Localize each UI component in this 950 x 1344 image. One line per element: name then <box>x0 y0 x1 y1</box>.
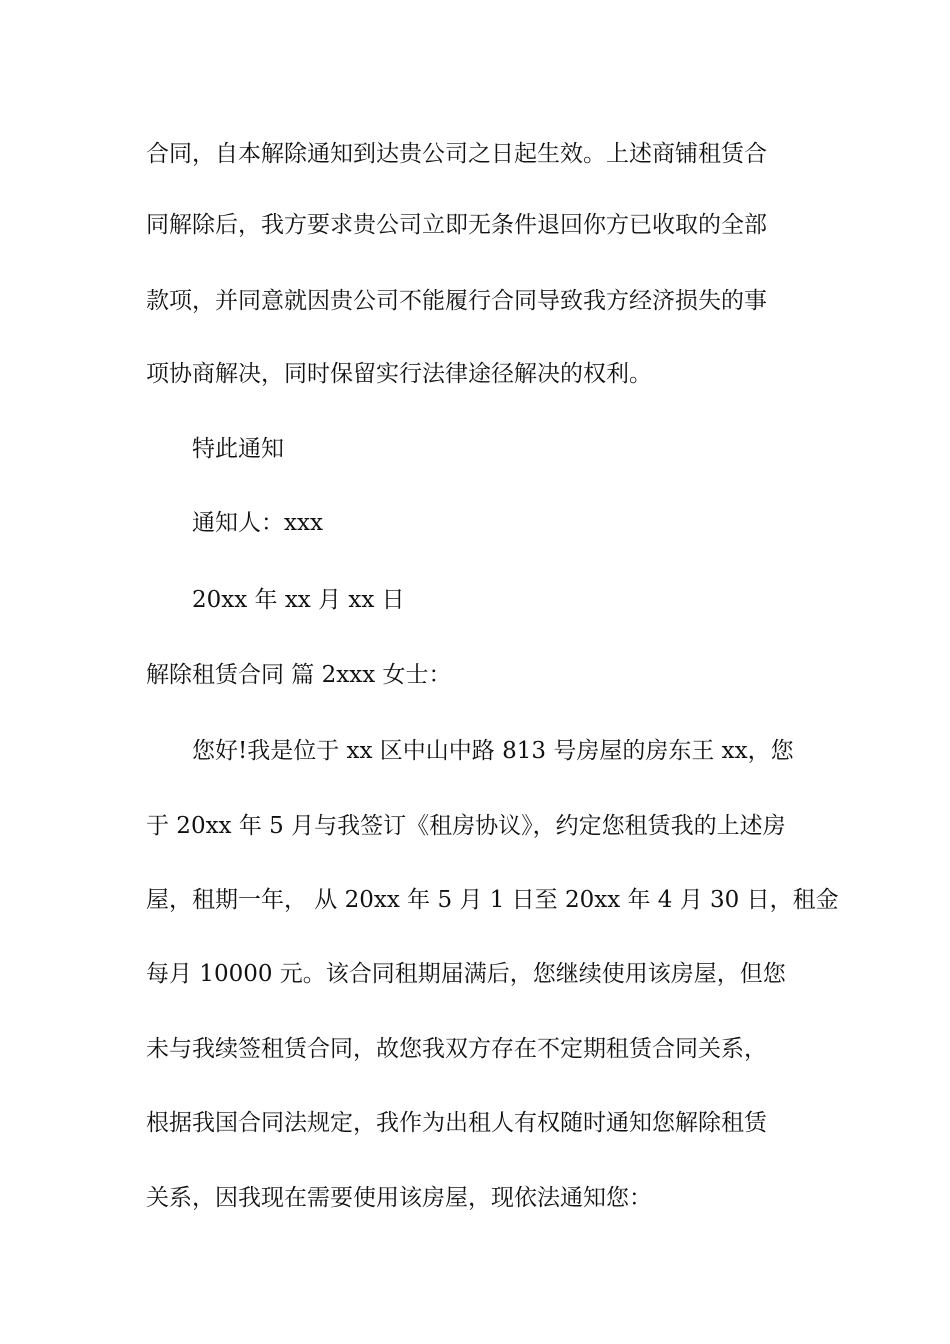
paragraph-line: 项协商解决，同时保留实行法律途径解决的权利。 <box>146 361 652 387</box>
paragraph-line: 您好!我是位于 xx 区中山中路 813 号房屋的房东王 xx，您 <box>192 738 794 764</box>
paragraph-line: 关系，因我现在需要使用该房屋，现依法通知您： <box>146 1185 652 1211</box>
paragraph-line: 根据我国合同法规定，我作为出租人有权随时通知您解除租赁 <box>146 1110 767 1136</box>
paragraph-line: 于 20xx 年 5 月与我签订《租房协议》，约定您租赁我的上述房 <box>146 813 786 839</box>
paragraph-line: 合同，自本解除通知到达贵公司之日起生效。上述商铺租赁合 <box>146 141 767 167</box>
date-line: 20xx 年 xx 月 xx 日 <box>192 587 405 613</box>
paragraph-line: 屋，租期一年， 从 20xx 年 5 月 1 日至 20xx 年 4 月 30 日，租金 <box>146 887 839 913</box>
paragraph-line: 每月 10000 元。该合同租期届满后，您继续使用该房屋，但您 <box>146 961 786 987</box>
closing-phrase: 特此通知 <box>192 436 284 462</box>
notifier-line: 通知人：xxx <box>192 510 323 536</box>
section-heading: 解除租赁合同 篇 2xxx 女士： <box>146 662 452 688</box>
paragraph-line: 款项，并同意就因贵公司不能履行合同导致我方经济损失的事 <box>146 288 767 314</box>
paragraph-line: 同解除后，我方要求贵公司立即无条件退回你方已收取的全部 <box>146 212 767 238</box>
paragraph-line: 未与我续签租赁合同，故您我双方存在不定期租赁合同关系， <box>146 1036 767 1062</box>
